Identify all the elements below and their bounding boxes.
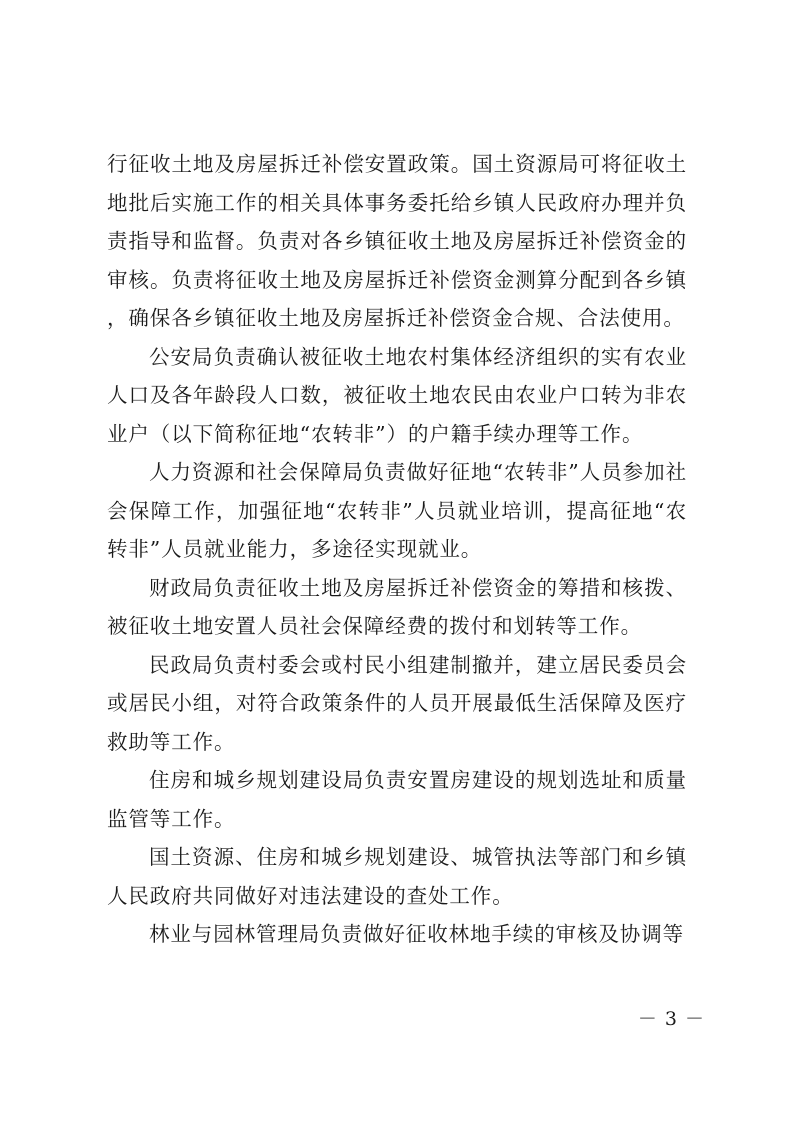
paragraph-civil-affairs-bureau: 民政局负责村委会或村民小组建制撤并，建立居民委员会或居民小组，对符合政策条件的人员开展最低生活保障及医疗救助等工作。 xyxy=(107,652,687,754)
paragraph-housing-planning-bureau: 住房和城乡规划建设局负责安置房建设的规划选址和质量监管等工作。 xyxy=(107,768,687,831)
paragraph-joint-enforcement: 国土资源、住房和城乡规划建设、城管执法等部门和乡镇人民政府共同做好对违法建设的查处工作。 xyxy=(107,845,687,908)
paragraph-public-security-bureau: 公安局负责确认被征收土地农村集体经济组织的实有农业人口及各年龄段人口数，被征收土地农民由农业户口转为非农业户（以下简称征地“农转非”）的户籍手续办理等工作。 xyxy=(107,344,687,446)
paragraph-forestry-bureau: 林业与园林管理局负责做好征收林地手续的审核及协调等 xyxy=(149,922,684,946)
document-body xyxy=(107,145,687,954)
paragraph-land-resources-bureau: 行征收土地及房屋拆迁补偿安置政策。国土资源局可将征收土地批后实施工作的相关具体事务委托给乡镇人民政府办理并负责指导和监督。负责对各乡镇征收土地及房屋拆迁补偿资金的审核。负责将征收土地及房屋拆迁补偿资金测算分配到各乡镇，确保各乡镇征收土地及房屋拆迁补偿资金合规、合法使用。 xyxy=(107,152,687,330)
paragraph-human-resources-bureau: 人力资源和社会保障局负责做好征地“农转非”人员参加社会保障工作，加强征地“农转非”人员就业培训，提高征地“农转非”人员就业能力，多途径实现就业。 xyxy=(107,460,687,561)
page-number: － 3 － xyxy=(637,1008,705,1030)
paragraph-finance-bureau: 财政局负责征收土地及房屋拆迁补偿资金的筹措和核拨、被征收土地安置人员社会保障经费的拨付和划转等工作。 xyxy=(107,575,687,638)
